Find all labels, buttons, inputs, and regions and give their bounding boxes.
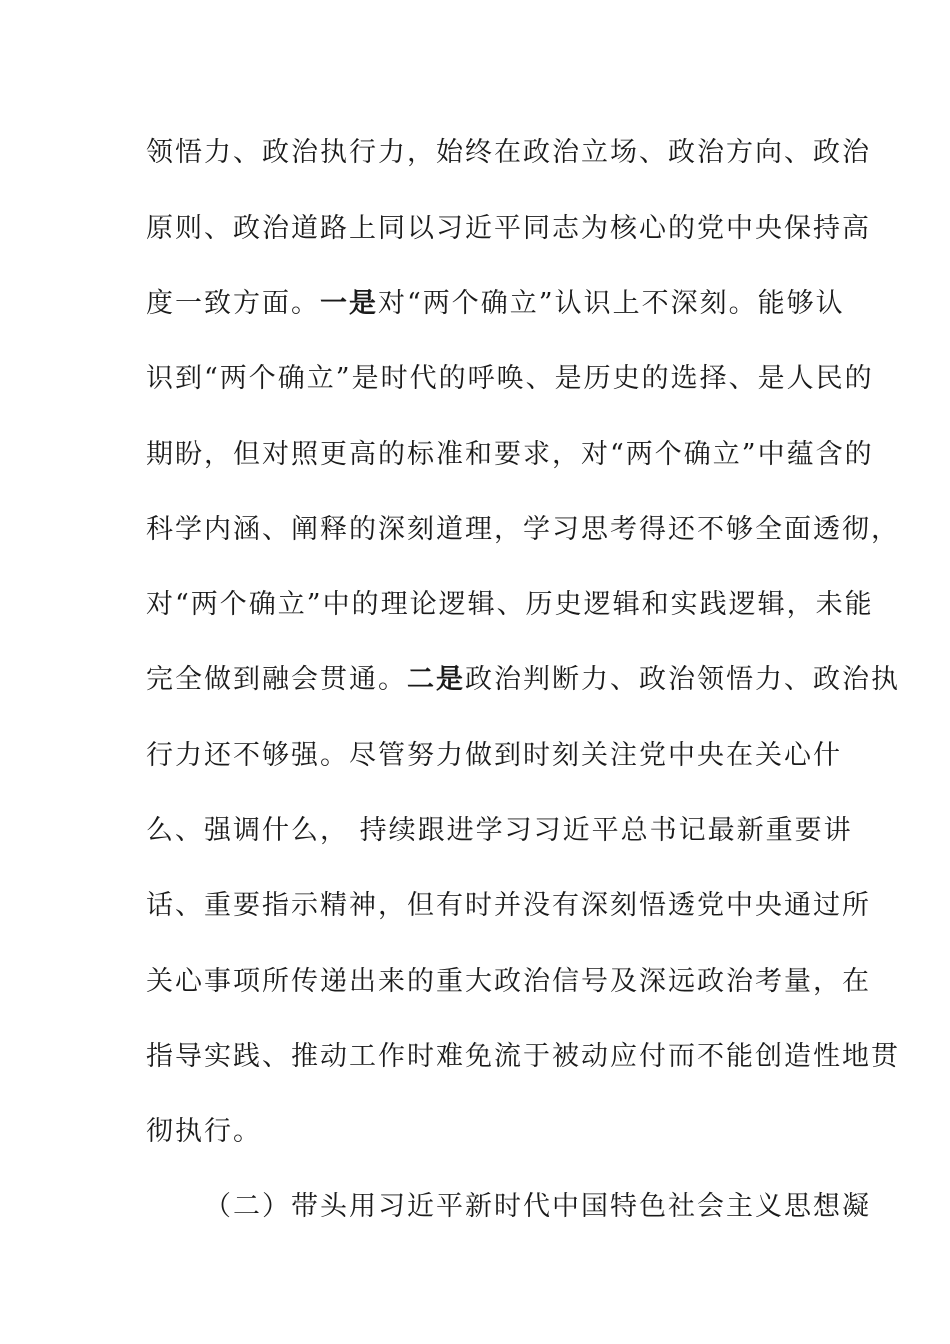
text-line-12: 关心事项所传递出来的重大政治信号及深远政治考量，在 — [146, 966, 871, 997]
text-line-8 — [146, 660, 900, 700]
text-line-9: 行力还不够强。尽管努力做到时刻关注党中央在关心什 — [146, 740, 842, 771]
text-line-7: 对“两个确立”中的理论逻辑、历史逻辑和实践逻辑，未能 — [146, 589, 874, 620]
text-line-14: 彻执行。 — [146, 1116, 262, 1147]
text-line-6: 科学内涵、阐释的深刻道理，学习思考得还不够全面透彻， — [146, 514, 900, 545]
text-line-4: 识到“两个确立”是时代的呼唤、是历史的选择、是人民的 — [146, 363, 874, 394]
emphasis-er-shi: 二是 — [407, 664, 465, 695]
emphasis-yi-shi: 一是 — [320, 288, 378, 319]
text-line-8-start: 完全做到融会贯通。 — [146, 664, 407, 695]
text-line-11: 话、重要指示精神，但有时并没有深刻悟透党中央通过所 — [146, 890, 871, 921]
text-line-5: 期盼，但对照更高的标准和要求，对“两个确立”中蕴含的 — [146, 439, 874, 470]
text-line-3-start: 度一致方面。 — [146, 288, 320, 319]
text-line-8-end: 政治判断力、政治领悟力、政治执 — [465, 664, 900, 695]
text-line-3-end: 对“两个确立”认识上不深刻。能够认 — [378, 288, 845, 319]
text-line-3 — [146, 284, 845, 324]
text-line-10: 么、强调什么， 持续跟进学习习近平总书记最新重要讲 — [146, 815, 853, 846]
section-heading: （二）带头用习近平新时代中国特色社会主义思想凝 — [204, 1191, 871, 1222]
text-line-13: 指导实践、推动工作时难免流于被动应付而不能创造性地贯 — [146, 1041, 900, 1072]
text-line-2: 原则、政治道路上同以习近平同志为核心的党中央保持高 — [146, 213, 871, 244]
text-line-1: 领悟力、政治执行力，始终在政治立场、政治方向、政治 — [146, 137, 871, 168]
